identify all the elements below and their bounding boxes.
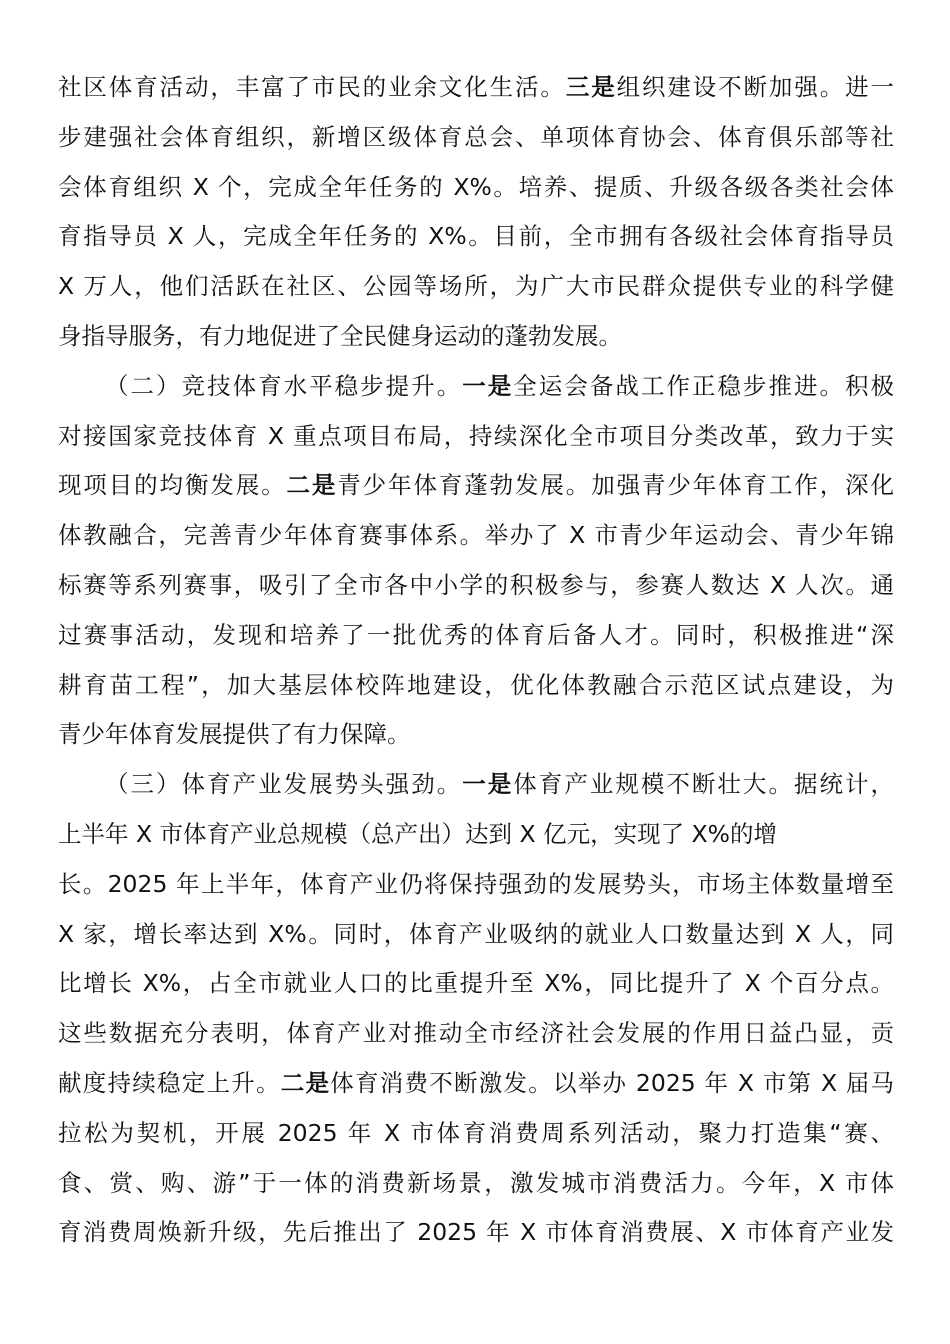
text-line: 身指导服务，有力地促进了全民健身运动的蓬勃发展。 [58, 321, 622, 350]
paragraph-sports-industry [58, 760, 894, 1258]
bold-lead-in: 一是 [462, 371, 514, 400]
text-line: 过赛事活动，发现和培养了一批优秀的体育后备人才。同时，积极推进“深 [58, 620, 894, 649]
text-line: 体教融合，完善青少年体育赛事体系。举办了 X 市青少年运动会、青少年锦 [58, 521, 894, 550]
text-run: 现项目的均衡发展。 [58, 471, 287, 500]
text-run: 社区体育活动，丰富了市民的业余文化生活。 [58, 73, 566, 101]
text-line: 比增长 X%，占全市就业人口的比重提升至 X%，同比提升了 X 个百分点。 [58, 969, 894, 998]
bold-lead-in: 三是 [565, 73, 617, 101]
text-line: 长。2025 年上半年，体育产业仍将保持强劲的发展势头，市场主体数量增至 [58, 869, 894, 898]
text-line: 这些数据充分表明，体育产业对推动全市经济社会发展的作用日益凸显，贡 [58, 1019, 894, 1048]
text-line [58, 461, 894, 511]
text-line: 育消费周焕新升级，先后推出了 2025 年 X 市体育消费展、X 市体育产业发 [58, 1218, 894, 1247]
text-run: 献度持续稳定上升。 [58, 1068, 281, 1097]
text-line [58, 63, 894, 113]
text-run: 全运会备战工作正稳步推进。积极 [513, 371, 894, 400]
text-line: 步建强社会体育组织，新增区级体育总会、单项体育协会、体育俱乐部等社 [58, 122, 894, 151]
text-line: 食、赏、购、游”于一体的消费新场景，激发城市消费活力。今年，X 市体 [58, 1168, 894, 1197]
text-line: 耕育苗工程”，加大基层体校阵地建设，优化体教融合示范区试点建设，为 [58, 670, 894, 699]
text-line: 标赛等系列赛事，吸引了全市各中小学的积极参与，参赛人数达 X 人次。通 [58, 570, 894, 599]
text-run: 体育产业规模不断壮大。据统计， [513, 770, 894, 799]
paragraph-community-sports [58, 63, 894, 362]
bold-lead-in: 二是 [286, 471, 338, 500]
text-line: X 家，增长率达到 X%。同时，体育产业吸纳的就业人口数量达到 X 人，同 [58, 919, 894, 948]
paragraph-competitive-sports [58, 362, 894, 760]
text-line: 对接国家竞技体育 X 重点项目布局，持续深化全市项目分类改革，致力于实 [58, 421, 894, 450]
text-line: 育指导员 X 人，完成全年任务的 X%。目前，全市拥有各级社会体育指导员 [58, 222, 894, 251]
text-line: 拉松为契机，开展 2025 年 X 市体育消费周系列活动，聚力打造集“赛、 [58, 1118, 894, 1147]
text-run: 体育消费不断激发。以举办 2025 年 X 市第 X 届马 [330, 1068, 894, 1097]
section-heading-line [58, 362, 894, 412]
text-line: 上半年 X 市体育产业总规模（总产出）达到 X 亿元，实现了 X%的增 [58, 819, 777, 848]
bold-lead-in: 一是 [462, 770, 514, 799]
text-line: 青少年体育发展提供了有力保障。 [58, 720, 411, 749]
text-run: 青少年体育蓬勃发展。加强青少年体育工作，深化 [337, 471, 894, 500]
document-page [58, 63, 894, 1258]
section-heading: （二）竞技体育水平稳步提升。 [105, 371, 463, 400]
text-line: X 万人，他们活跃在社区、公园等场所，为广大市民群众提供专业的科学健 [58, 272, 894, 301]
section-heading-line [58, 760, 894, 810]
text-run: 组织建设不断加强。进一 [616, 73, 894, 101]
section-heading: （三）体育产业发展势头强劲。 [105, 770, 463, 799]
text-line [58, 1059, 894, 1109]
text-line: 会体育组织 X 个，完成全年任务的 X%。培养、提质、升级各级各类社会体 [58, 172, 894, 201]
bold-lead-in: 二是 [280, 1068, 331, 1097]
